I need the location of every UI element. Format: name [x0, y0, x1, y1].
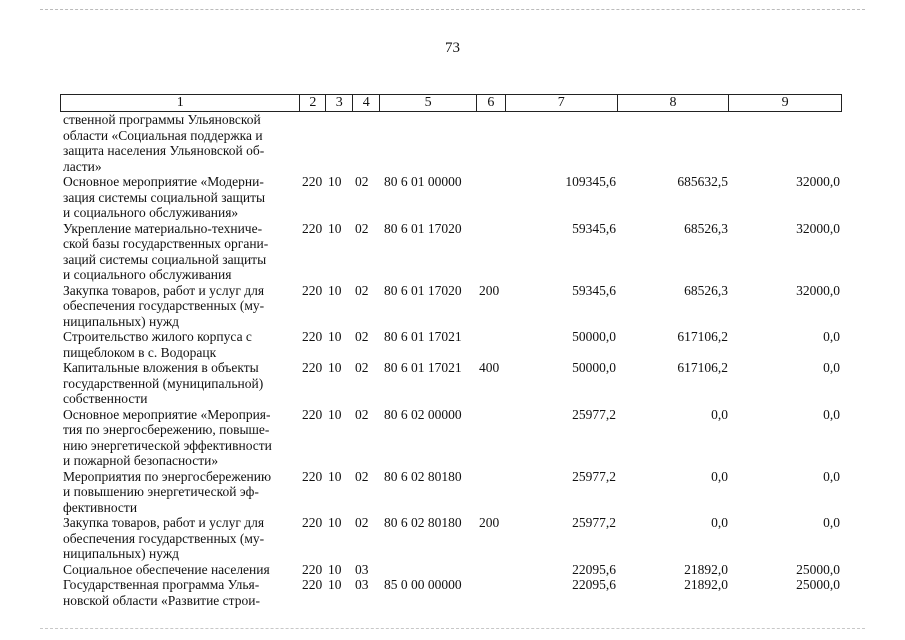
row-name	[60, 515, 300, 562]
code-ministry: 220	[302, 360, 323, 375]
code-ministry	[300, 112, 326, 174]
code-expense-type	[477, 329, 506, 360]
code-target	[380, 112, 477, 174]
row-name-line: Основное мероприятие «Мероприя-	[63, 406, 271, 422]
row-name-line: заций системы социальной защиты	[63, 251, 267, 267]
code-ministry: 220	[302, 282, 323, 298]
amount-col-8: 21892,0	[684, 577, 728, 592]
code-ministry: 220	[302, 329, 323, 344]
row-name-line: и пожарной безопасности»	[63, 453, 219, 468]
code-ministry: 220	[302, 406, 323, 422]
code-expense-type	[477, 469, 506, 516]
code-target	[380, 562, 477, 578]
code-subsection: 02	[355, 329, 369, 344]
amount-col-9: 0,0	[823, 515, 840, 530]
code-ministry: 220	[302, 577, 323, 592]
row-name-line: собственности	[63, 391, 148, 406]
code-expense-type	[477, 174, 506, 221]
row-name-line: обеспечения государственных (му-	[63, 298, 265, 313]
code-target: 80 6 01 17021	[384, 329, 462, 344]
table-row	[60, 112, 842, 174]
row-name-line: нию энергетической эффективности	[63, 437, 272, 453]
row-name	[60, 112, 300, 174]
row-name-line: пищеблоком в с. Водорацк	[63, 344, 217, 360]
scan-edge-bottom	[40, 628, 865, 629]
row-name-line: новской области «Развитие строи-	[63, 592, 260, 608]
amount-col-7: 22095,6	[572, 561, 616, 577]
amount-col-7: 25977,2	[572, 515, 616, 530]
row-name	[60, 360, 300, 407]
header-col-8: 8	[618, 95, 730, 111]
code-target: 85 0 00 00000	[384, 577, 462, 592]
row-name	[60, 577, 300, 608]
table-header	[60, 94, 842, 112]
table-row	[60, 407, 842, 469]
code-expense-type	[477, 221, 506, 283]
row-name-line: ниципальных) нужд	[63, 546, 180, 561]
amount-col-9: 25000,0	[796, 561, 840, 577]
row-name-line: Закупка товаров, работ и услуг для	[63, 282, 265, 298]
table-row	[60, 283, 842, 330]
amount-col-7	[506, 112, 618, 174]
row-name	[60, 562, 300, 578]
code-expense-type	[477, 577, 506, 608]
code-target: 80 6 02 80180	[384, 468, 462, 484]
row-name	[60, 329, 300, 360]
page-number: 73	[445, 40, 460, 56]
table-row	[60, 562, 842, 578]
amount-col-9: 32000,0	[796, 174, 840, 189]
row-name	[60, 174, 300, 221]
code-subsection	[353, 112, 380, 174]
code-target: 80 6 01 17020	[384, 282, 462, 298]
code-section: 10	[328, 220, 342, 236]
code-expense-type	[477, 112, 506, 174]
code-subsection: 02	[355, 515, 369, 530]
amount-col-7: 59345,6	[572, 282, 616, 298]
code-section: 10	[328, 515, 342, 530]
amount-col-7: 50000,0	[572, 329, 616, 344]
amount-col-9: 0,0	[823, 406, 840, 422]
row-name	[60, 221, 300, 283]
code-subsection: 02	[355, 468, 369, 484]
amount-col-8: 0,0	[711, 515, 728, 530]
code-expense-type: 400	[479, 360, 500, 375]
amount-col-8: 617106,2	[677, 329, 728, 344]
code-subsection: 03	[355, 577, 369, 592]
row-name-line: Социальное обеспечение населения	[63, 561, 270, 577]
amount-col-8: 68526,3	[684, 220, 728, 236]
table-row	[60, 469, 842, 516]
code-target: 80 6 01 17021	[384, 360, 462, 375]
code-subsection: 02	[355, 360, 369, 375]
header-col-4: 4	[353, 95, 380, 111]
code-subsection: 02	[355, 220, 369, 236]
table-body	[60, 112, 842, 608]
amount-col-8: 0,0	[711, 468, 728, 484]
row-name-line: области «Социальная поддержка и	[63, 127, 263, 143]
amount-col-8	[618, 112, 730, 174]
amount-col-8: 0,0	[711, 406, 728, 422]
code-target: 80 6 02 00000	[384, 406, 462, 422]
header-col-7: 7	[506, 95, 618, 111]
code-ministry: 220	[302, 174, 323, 189]
row-name-line: Строительство жилого корпуса с	[63, 329, 252, 344]
code-section: 10	[328, 329, 342, 344]
row-name-line: ской базы государственных органи-	[63, 236, 269, 251]
row-name-line: защита населения Ульяновской об-	[63, 143, 265, 158]
amount-col-7: 50000,0	[572, 360, 616, 375]
header-col-5: 5	[380, 95, 477, 111]
row-name-line: Государственная программа Улья-	[63, 577, 260, 592]
header-col-9: 9	[781, 95, 789, 110]
row-name-line: фективности	[63, 499, 138, 515]
code-expense-type: 200	[479, 515, 500, 530]
amount-col-7: 25977,2	[572, 468, 616, 484]
amount-col-8: 685632,5	[677, 174, 728, 189]
row-name-line: государственной (муниципальной)	[63, 375, 264, 391]
code-section: 10	[328, 360, 342, 375]
row-name-line: Укрепление материально-техниче-	[63, 220, 263, 236]
code-target: 80 6 02 80180	[384, 515, 462, 530]
amount-col-7: 59345,6	[572, 220, 616, 236]
code-subsection: 03	[355, 561, 369, 577]
row-name-line: Капитальные вложения в объекты	[63, 360, 259, 375]
amount-col-8: 21892,0	[684, 561, 728, 577]
amount-col-7: 25977,2	[572, 406, 616, 422]
amount-col-9: 0,0	[823, 468, 840, 484]
code-section: 10	[328, 174, 342, 189]
code-subsection: 02	[355, 282, 369, 298]
amount-col-9: 25000,0	[796, 577, 840, 592]
row-name-line: и повышению энергетической эф-	[63, 484, 259, 499]
row-name-line: Закупка товаров, работ и услуг для	[63, 515, 265, 530]
code-ministry: 220	[302, 561, 323, 577]
row-name-line: и социального обслуживания»	[63, 205, 239, 220]
row-name-line: ниципальных) нужд	[63, 313, 180, 329]
scan-edge-top	[40, 9, 865, 10]
row-name-line: Мероприятия по энергосбережению	[63, 468, 272, 484]
table-row	[60, 329, 842, 360]
amount-col-9: 0,0	[823, 329, 840, 344]
code-ministry: 220	[302, 515, 323, 530]
code-ministry: 220	[302, 220, 323, 236]
row-name-line: и социального обслуживания	[63, 267, 232, 282]
code-expense-type	[477, 562, 506, 578]
code-section	[326, 112, 353, 174]
amount-col-7: 109345,6	[565, 174, 616, 189]
code-section: 10	[328, 577, 342, 592]
code-section: 10	[328, 282, 342, 298]
amount-col-9: 32000,0	[796, 220, 840, 236]
code-ministry: 220	[302, 468, 323, 484]
row-name-line: ласти»	[63, 158, 102, 174]
code-subsection: 02	[355, 406, 369, 422]
row-name	[60, 407, 300, 469]
row-name	[60, 469, 300, 516]
code-subsection: 02	[355, 174, 369, 189]
table-row	[60, 174, 842, 221]
header-col-3: 3	[326, 95, 353, 111]
amount-col-7: 22095,6	[572, 577, 616, 592]
code-expense-type: 200	[479, 282, 500, 298]
amount-col-8: 68526,3	[684, 282, 728, 298]
row-name	[60, 283, 300, 330]
header-col-1: 1	[61, 95, 300, 111]
row-name-line: Основное мероприятие «Модерни-	[63, 174, 264, 189]
amount-col-9: 0,0	[823, 360, 840, 375]
table-row	[60, 577, 842, 608]
amount-col-9	[730, 112, 842, 174]
code-target: 80 6 01 17020	[384, 220, 462, 236]
code-section: 10	[328, 406, 342, 422]
header-col-2: 2	[300, 95, 326, 111]
amount-col-9: 32000,0	[796, 282, 840, 298]
code-expense-type	[477, 407, 506, 469]
table-row	[60, 515, 842, 562]
row-name-line: ственной программы Ульяновской	[63, 112, 261, 127]
header-col-6: 6	[477, 95, 506, 111]
amount-col-8: 617106,2	[677, 360, 728, 375]
code-section: 10	[328, 468, 342, 484]
code-section: 10	[328, 561, 342, 577]
row-name-line: тия по энергосбережению, повыше-	[63, 422, 270, 437]
row-name-line: зация системы социальной защиты	[63, 189, 266, 205]
table-row	[60, 360, 842, 407]
code-target: 80 6 01 00000	[384, 174, 462, 189]
table-row	[60, 221, 842, 283]
row-name-line: обеспечения государственных (му-	[63, 530, 265, 546]
